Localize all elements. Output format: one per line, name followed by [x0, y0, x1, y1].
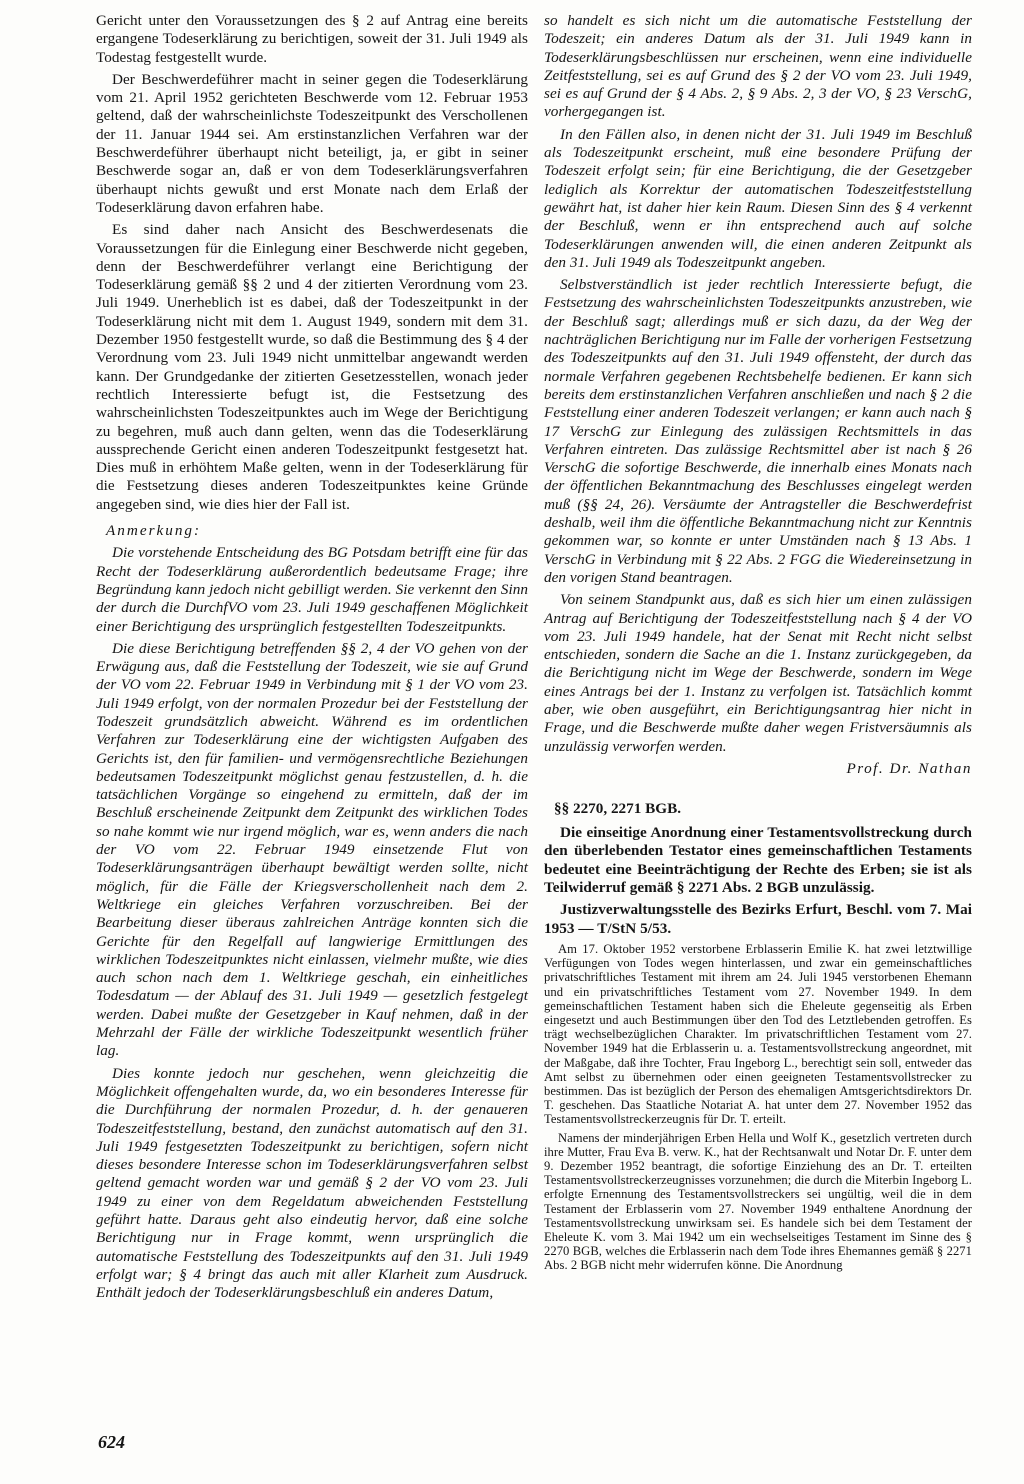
paragraph: Am 17. Oktober 1952 verstorbene Erblasserin Emilie K. hat zwei letztwillige Verfügungen von Todes wegen hinterlassen, und zwar ein gemeinschaftliches privatschriftliches Testament mit ihrem am 24. Juli 1945 verstorbenen Ehemann und ein privatschriftliches Testament vom 27. November 1949. In dem gemeinschaftlichen Testament haben sich die Eheleute gegenseitig als Erben eingesetzt und auch Bestimmungen über den Tod des Letztlebenden getroffen. Es trägt wechselbezüglichen Charakter. Im privatschriftlichen Testament vom 27. November 1949 hat die Erblasserin u. a. Testamentsvollstreckung angeordnet, mit der Maßgabe, daß ihre Tochter, Frau Ingeborg L., berechtigt sein soll, entweder das Amt selbst zu übernehmen oder einen geeigneten Testamentsvollstrecker zu bestimmen. Das ist bezüglich der Person des ehemaligen Amtsgerichtsdirektors Dr. T. geschehen. Das Staatliche Notariat A. hat unter dem 27. November 1952 das Testamentsvollstreckerzeugnis für Dr. T. erteilt. — [544, 941, 972, 1127]
paragraph: Selbstverständlich ist jeder rechtlich Interessierte befugt, die Festsetzung des wahrscheinlichsten Todeszeitpunkts anzustreben, wie der Beschluß sagt; allerdings muß er sich dazu, da der Weg der nachträglichen Berichtigung nur im Falle der vorherigen Festsetzung des Todeszeitpunkts auf den 31. Juli 1949 offensteht, der durch das normale Verfahren gegebenen Rechtsbehelfe bedienen. Er kann sich bereits dem erstinstanzlichen Verfahren anschließen und nach § 2 die Feststellung einer anderen Todeszeit verlangen; er kann auch nach § 17 VerschG zur Einlegung des zulässigen Rechtsmittels in das Verfahren eintreten. Das zulässige Rechtsmittel aber ist nach § 26 VerschG die sofortige Beschwerde, die innerhalb eines Monats nach der öffentlichen Bekanntmachung des Beschlusses eingelegt werden muß (§§ 24, 26). Versäumte der Antragsteller die Beschwerdefrist deshalb, weil ihm die öffentliche Bekanntmachung nicht zur Kenntnis gekommen war, so konnte er unter Umständen nach § 13 Abs. 1 VerschG in Verbindung mit § 22 Abs. 2 FGG die Wiedereinsetzung in den vorigen Stand beantragen. — [544, 276, 972, 586]
paragraph: Es sind daher nach Ansicht des Beschwerdesenats die Voraussetzungen für die Einlegung einer Beschwerde nicht gegeben, denn der Beschwerdeführer verlangt eine Berichtigung der Todeserklärung gemäß §§ 2 und 4 der zitierten Verordnung vom 23. Juli 1949. Unerheblich ist es dabei, daß der Todeszeitpunkt in der Todeserklärung nicht mit dem 1. August 1949, sondern mit dem 31. Dezember 1950 festgestellt wurde, so daß die Bestimmung des § 4 der Verordnung vom 23. Juli 1949 nicht unmittelbar angewandt werden kann. Der Grundgedanke der zitierten Gesetzesstellen, wonach jeder rechtlich Interessierte befugt ist, die Festsetzung des wahrscheinlichsten Todeszeitpunktes auch im Wege der Berichtigung zu begehren, muß auch dann gelten, wenn das die Todeserklärung aussprechende Gericht einen anderen Todeszeitpunkt festgesetzt hat. Dies muß in erhöhtem Maße gelten, wenn in der Todeserklärung für die Festsetzung dieses anderen Todeszeitpunktes keine Gründe angegeben sind, wie dies hier der Fall ist. — [96, 221, 528, 513]
court-decision-line: Justizverwaltungsstelle des Bezirks Erfurt, Beschl. vom 7. Mai 1953 — T/StN 5/53. — [544, 901, 972, 937]
paragraph: so handelt es sich nicht um die automatische Feststellung der Todeszeit; ein anderes Datum als der 31. Juli 1949 kann in Todeserklärungsbeschlüssen nur erscheinen, wenn eine individuelle Zeitfeststellung, sei es auf Grund des § 2 der VO vom 23. Juli 1949, sei es auf Grund der § 4 Abs. 2, § 9 Abs. 2, 3 der VO, § 23 VerschG, vorhergegangen ist. — [544, 12, 972, 121]
headnote: Die einseitige Anordnung einer Testamentsvollstreckung durch den überlebenden Testator eines gemeinschaftlichen Testaments bedeutet eine Beeinträchtigung der Rechte des Erben; sie ist als Teilwiderruf gemäß § 2271 Abs. 2 BGB unzulässig. — [544, 824, 972, 897]
page-number: 624 — [98, 1432, 125, 1452]
paragraph: Gericht unter den Voraussetzungen des § 2 auf Antrag eine bereits ergangene Todeserklärung zu berichtigen, soweit der 31. Juli 1949 als Todestag festgestellt wurde. — [96, 12, 528, 66]
paragraph: Namens der minderjährigen Erben Hella und Wolf K., gesetzlich vertreten durch ihre Mutter, Frau Eva B. verw. K., hat der Rechtsanwalt und Notar Dr. F. unter dem 9. Dezember 1952 beantragt, die sofortige Einziehung des an Dr. T. erteilten Testamentsvollstreckerzeugnisses vorzunehmen; die durch die Miterbin Ingeborg L. erfolgte Ernennung des Testamentsvollstreckers sei ungültig, weil die in dem Testament der Erblasserin vom 27. November 1949 enthaltene Anordnung der Testamentsvollstreckung unwirksam sei. Es handele sich bei dem Testament der Eheleute K. vom 3. Mai 1942 um ein wechselseitiges Testament im Sinne des § 2270 BGB, welches die Erblasserin nach dem Tode ihres Ehemannes gemäß § 2271 Abs. 2 BGB nicht mehr widerrufen könne. Die Anordnung — [544, 1130, 972, 1273]
paragraph: Die diese Berichtigung betreffenden §§ 2, 4 der VO gehen von der Erwägung aus, daß die Feststellung der Todeszeit, wie sie auf Grund der VO vom 22. Februar 1949 in Verbindung mit § 1 der VO vom 23. Juli 1949 erfolgt, von der normalen Prozedur bei der Feststellung der Todeszeit grundsätzlich abweicht. Während es im ordentlichen Verfahren zur Todeserklärung eine der wichtigsten Aufgaben des Gerichts ist, den für familien- und vermögensrechtliche Beziehungen bedeutsamen Todeszeitpunkt möglichst genau festzustellen, d. h. die tatsächlichen Vorgänge so eingehend zu ermitteln, daß der im Beschluß erscheinende Zeitpunkt dem Zeitpunkt des wirklichen Todes so nahe kommt wie nur irgend möglich, war es, wenn anders die nach der VO vom 22. Februar 1949 einsetzende Flut von Todeserklärungsanträgen überhaupt bewältigt werden sollte, nicht möglich, für die Fälle der Kriegsverschollenheit nach dem 2. Weltkriege ein gleiches Verfahren vorzuschreiben. Bei der Bearbeitung dieser überaus zahlreichen Anträge konnten sich die Gerichte für den Regelfall auf langwierige Ermittlungen des wirklichen Todeszeitpunktes nicht einlassen, vielmehr mußte, wie dies auch schon nach dem 1. Weltkriege geschah, ein einheitliches Todesdatum — der Ablauf des 31. Juli 1949 — gesetzlich festgelegt werden. Dabei mußte der Gesetzgeber in Kauf nehmen, daß in der Mehrzahl der Fälle der wirkliche Todeszeitpunkt wesentlich früher lag. — [96, 639, 528, 1060]
paragraph: Der Beschwerdeführer macht in seiner gegen die Todeserklärung vom 21. April 1952 gerichteten Beschwerde vom 12. Februar 1953 geltend, daß der wahrscheinlichste Todeszeitpunkt des Verschollenen der 11. Januar 1944 sei. Am erstinstanzlichen Verfahren war der Beschwerdeführer überhaupt nicht beteiligt, ja, er gibt in seiner Beschwerde sogar an, daß er von dem Todeserklärungsverfahren überhaupt nichts gewußt und erst Monate nach dem Erlaß der Todeserklärung davon erfahren habe. — [96, 70, 528, 216]
author-signature: Prof. Dr. Nathan — [846, 759, 972, 777]
left-column — [96, 12, 528, 1306]
paragraph: Dies konnte jedoch nur geschehen, wenn gleichzeitig die Möglichkeit offengehalten wurde, da, wo ein besonderes Interesse für die Durchführung der normalen Prozedur, d. h. der genaueren Todeszeitfeststellung, bestand, den zunächst automatisch auf den 31. Juli 1949 festgesetzten Todeszeitpunkt zu berichtigen, sofern nicht dieses besondere Interesse schon im Todeserklärungsverfahren selbst geltend gemacht worden war und gemäß § 2 der VO vom 23. Juli 1949 zu einer von dem Regeldatum abweichenden Feststellung geführt hatte. Daraus geht also eindeutig hervor, daß eine solche Berichtigung nur in Frage kommt, wenn ursprünglich die automatische Feststellung des Todeszeitpunkts auf den 31. Juli 1949 erfolgt war; § 4 bringt das auch mit aller Klarheit zum Ausdruck. Enthält jedoch der Todeserklärungsbeschluß ein anderes Datum, — [96, 1064, 528, 1302]
law-reference: §§ 2270, 2271 BGB. — [554, 800, 681, 818]
paragraph: In den Fällen also, in denen nicht der 31. Juli 1949 im Beschluß als Todeszeitpunkt erscheint, muß eine besondere Prüfung der Todeszeit erfolgt sein; für eine Berichtigung, die der Gesetzgeber lediglich als Korrektur der automatischen Todeszeitfeststellung gewährt hat, ist daher hier kein Raum. Diesen Sinn des § 4 verkennt der Beschluß, wenn er ihn entsprechend auch auf solche Todeserklärungen anwenden will, die einen anderen Zeitpunkt als den 31. Juli 1949 als Todeszeitpunkt angeben. — [544, 125, 972, 271]
annotation-heading: Anmerkung: — [106, 522, 202, 540]
annotation-text-continued — [544, 12, 972, 756]
paragraph: Von seinem Standpunkt aus, daß es sich hier um einen zulässigen Antrag auf Berichtigung der Todeszeitfeststellung nach § 4 der VO vom 23. Juli 1949 handele, hat der Senat mit Recht nicht selbst entschieden, sondern die Sache an die 1. Instanz zurückgegeben, da die Berichtigung nicht im Wege der Beschwerde, sondern im Wege eines Antrags bei der 1. Instanz zu verfolgen ist. Tatsächlich kommt aber, wie oben ausgeführt, ein Berichtigungsantrag hier nicht in Frage, und die Beschwerde mußte daher wegen Fristversäumnis als unzulässig verworfen werden. — [544, 591, 972, 755]
annotation-text — [96, 544, 528, 1302]
paragraph: Die vorstehende Entscheidung des BG Potsdam betrifft eine für das Recht der Todeserklärung außerordentlich bedeutsame Frage; ihre Begründung kann jedoch nicht gebilligt werden. Sie verkennt den Sinn der durch die DurchfVO vom 23. Juli 1949 geschaffenen Möglichkeit einer Berichtigung des ursprünglich festgestellten Todeszeitpunkts. — [96, 544, 528, 635]
right-column — [544, 12, 972, 1277]
case-text — [544, 942, 972, 1273]
